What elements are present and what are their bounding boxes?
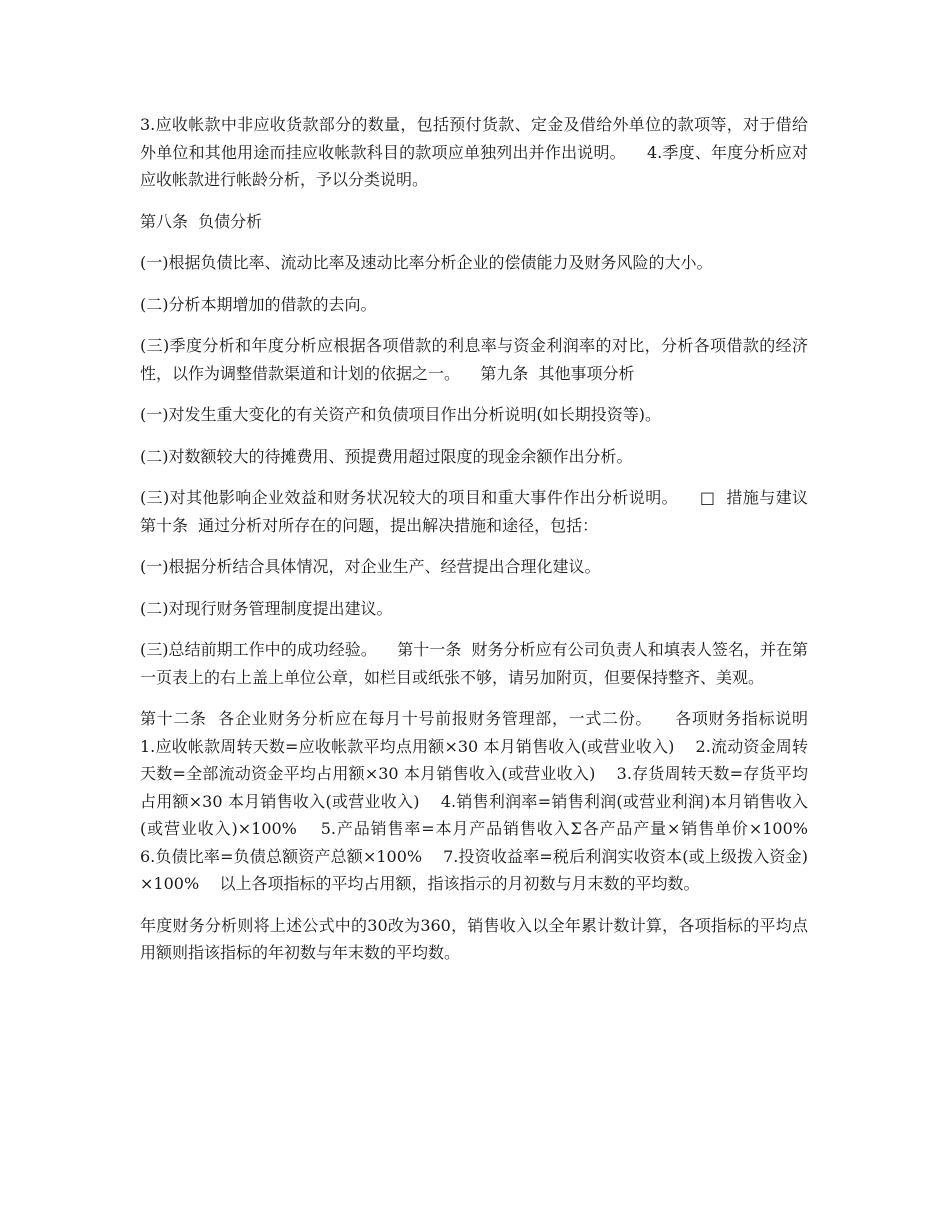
- paragraph-other-2: (二)对数额较大的待摊费用、预提费用超过限度的现金余额作出分析。: [140, 446, 633, 466]
- paragraph-liability-1: (一)根据负债比率、流动比率及速动比率分析企业的偿债能力及财务风险的大小。: [140, 253, 713, 272]
- paragraph-liability-2: (二)分析本期增加的借款的去向。: [140, 294, 377, 314]
- paragraph-suggestion-1: (一)根据分析结合具体情况，对企业生产、经营提出合理化建议。: [140, 557, 601, 576]
- paragraph-liability-3: (三)季度分析和年度分析应根据各项借款的利息率与资金利润率的对比，分析各项借款的经济性，以作为调整借款渠道和计划的依据之一。 第九条 其他事项分析: [140, 336, 808, 383]
- paragraph-other-3: (三)对其他影响企业效益和财务状况较大的项目和重大事件作出分析说明。 □ 措施与建议 第十条 通过分析对所存在的问题，提出解决措施和途径，包括：: [140, 488, 829, 535]
- heading-article-8: 第八条 负债分析: [140, 211, 263, 231]
- paragraph-other-1: (一)对发生重大变化的有关资产和负债项目作出分析说明(如长期投资等)。: [140, 405, 661, 424]
- paragraph-article-12-indicators: 第十二条 各企业财务分析应在每月十号前报财务管理部，一式二份。 各项财务指标说明 1.应收帐款周转天数=应收帐款平均点用额×30 本月销售收入(或营业收入) 2.流动资金周转天数=全部流动资金平均占用额×30 本月销售收入(或营业收入) 3.存货周转天数=存货平均占用额×30 本月销售收入(或营业收入) 4.销售利润率=销售利润(或营业利润)本月销售收入(或营业收入)×100% 5.产品销售率=本月产品销售收入Σ各产品产量×销售单价×100% 6.负债比率=负债总额资产总额×100% 7.投资收益率=税后利润实收资本(或上级拨入资金)×100% 以上各项指标的平均占用额，指该指示的月初数与月末数的平均数。: [140, 709, 829, 893]
- paragraph-annual-analysis: 年度财务分析则将上述公式中的30改为360，销售收入以全年累计数计算，各项指标的平均点用额则指该指标的年初数与年末数的平均数。: [140, 915, 808, 962]
- paragraph-suggestion-2: (二)对现行财务管理制度提出建议。: [140, 598, 393, 618]
- paragraph-receivables-notes: 3.应收帐款中非应收货款部分的数量，包括预付货款、定金及借给外单位的款项等，对于借给外单位和其他用途而挂应收帐款科目的款项应单独列出并作出说明。 4.季度、年度分析应对应收帐款进行帐龄分析，予以分类说明。: [140, 115, 808, 189]
- document-body: [140, 111, 829, 981]
- paragraph-suggestion-3: (三)总结前期工作中的成功经验。 第十一条 财务分析应有公司负责人和填表人签名，并在第一页表上的右上盖上单位公章，如栏目或纸张不够，请另加附页，但要保持整齐、美观。: [140, 640, 808, 687]
